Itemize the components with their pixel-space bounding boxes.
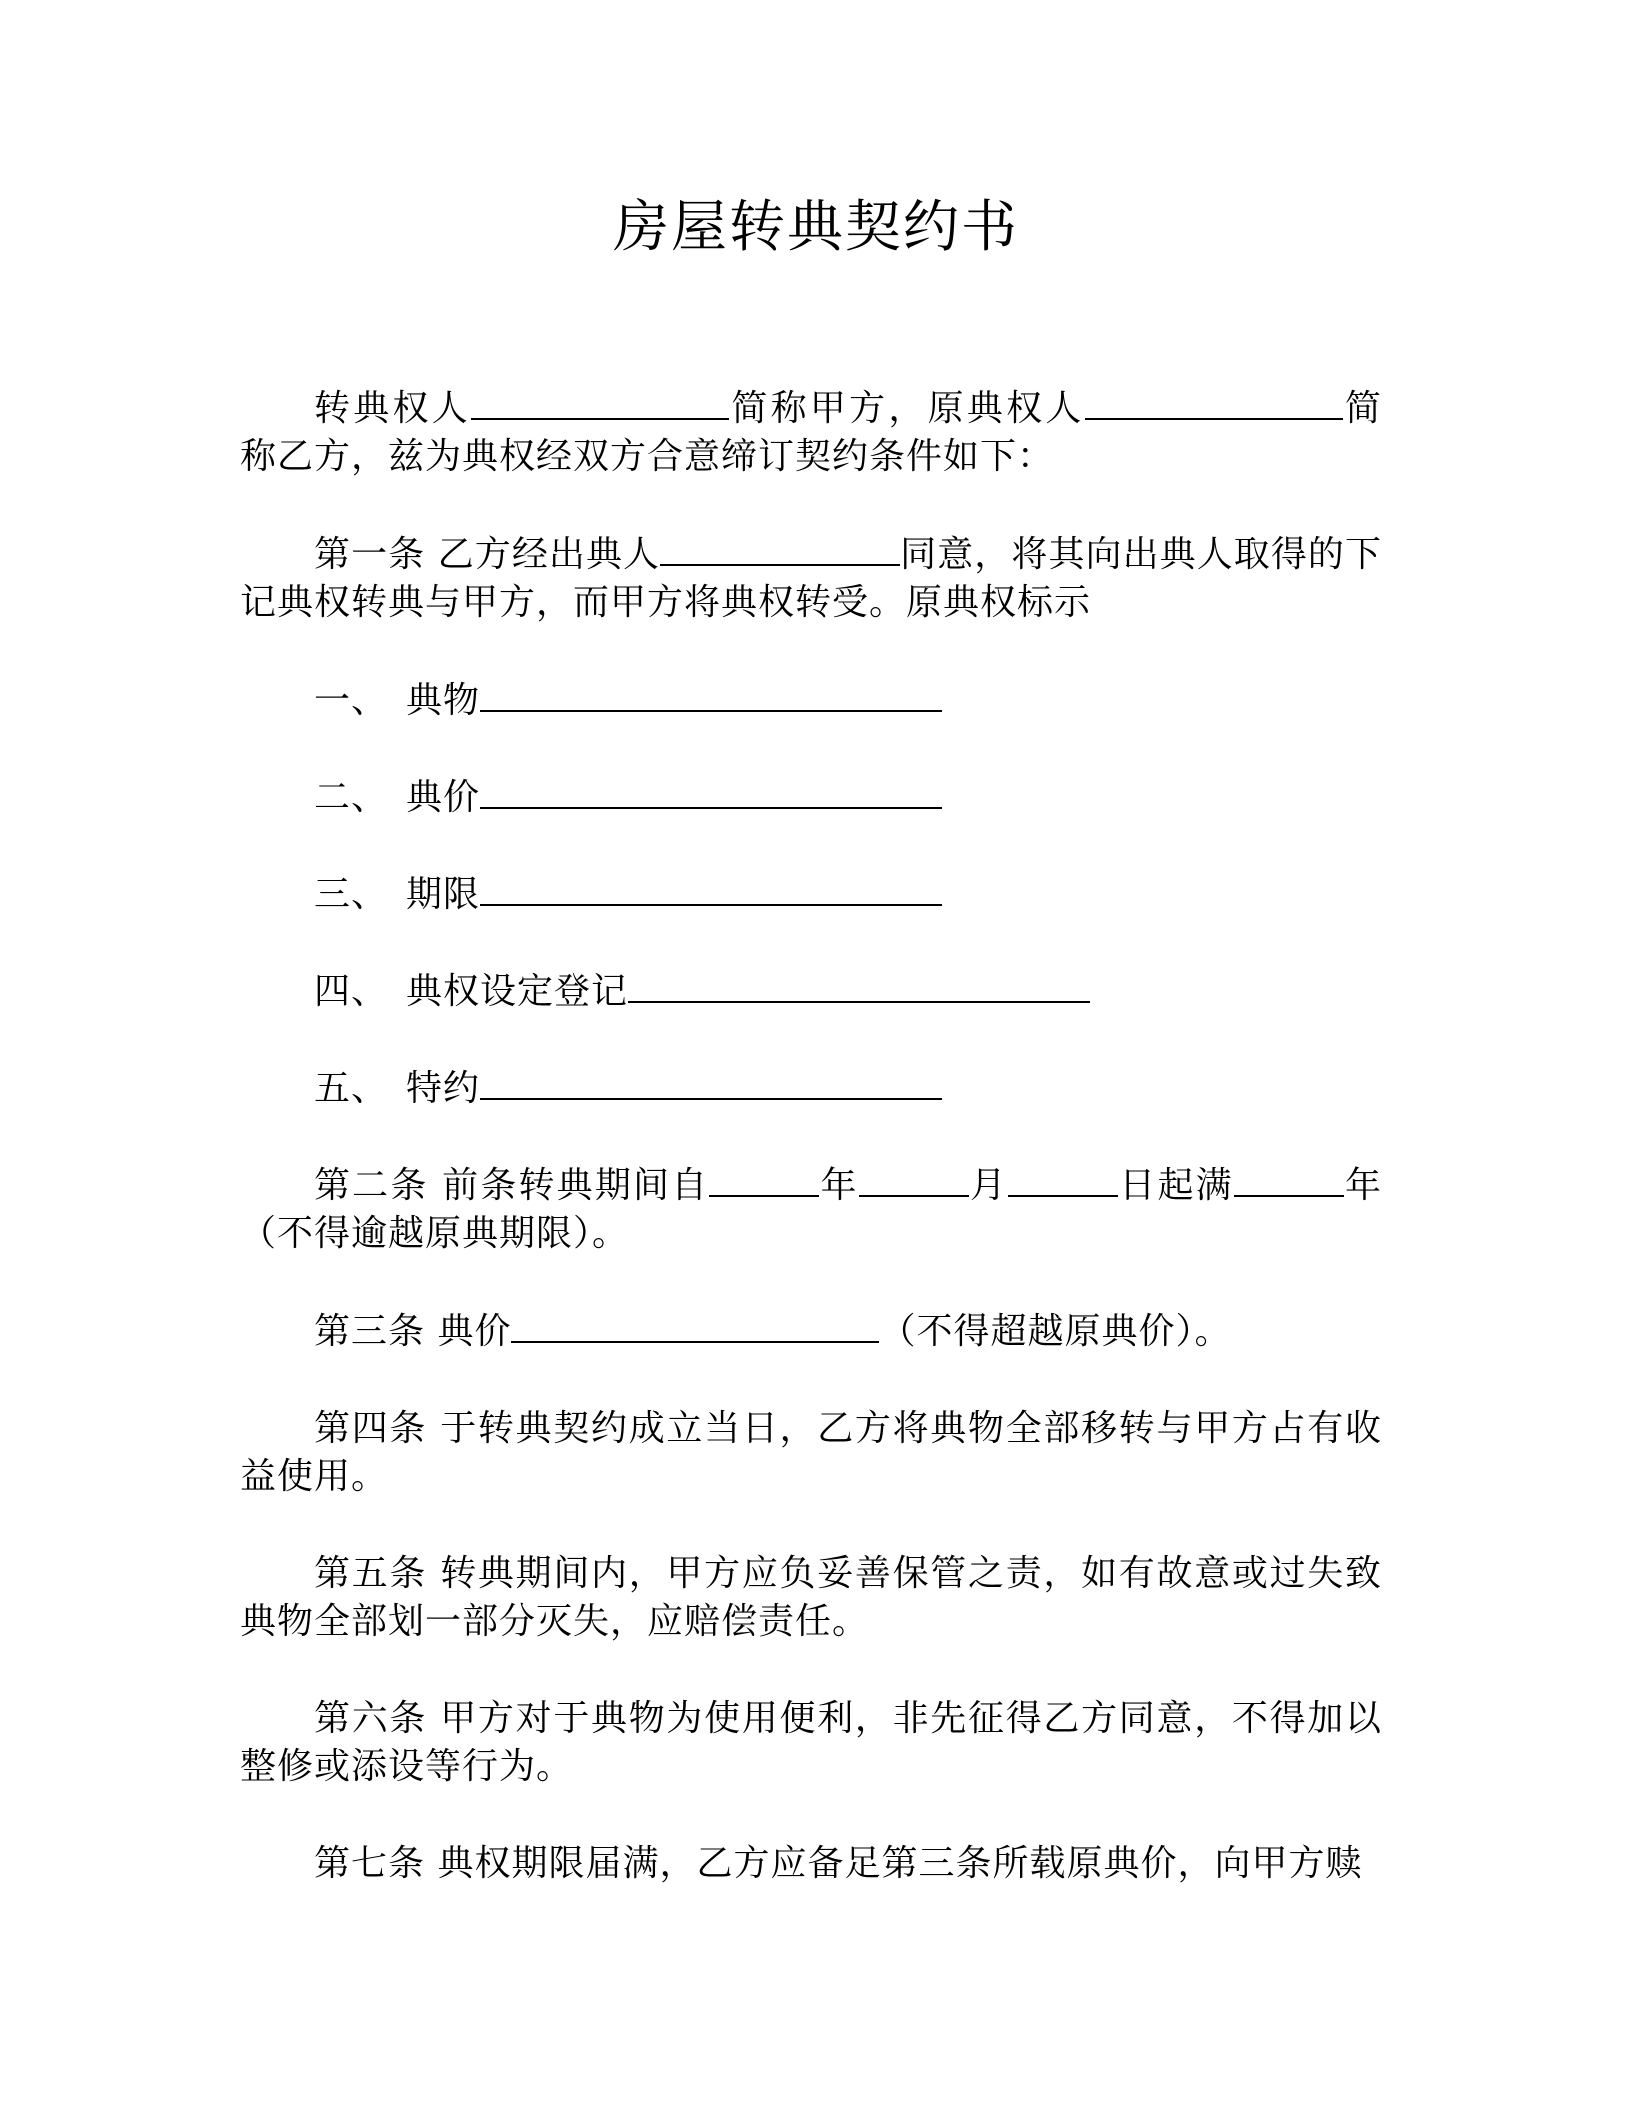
item-pledge-price — [240, 773, 1382, 822]
article-1-text-2: 同意，将其向出典人取得的下记典权转典与甲方，而甲方将典权转受。原典权标示 — [240, 534, 1382, 623]
article-7: 第七条 典权期限届满，乙方应备足第三条所载原典价，向甲方赎 — [314, 1843, 1363, 1884]
article-2-text-1: 第二条 前条转典期间自 — [314, 1165, 710, 1206]
article-2 — [240, 1161, 1382, 1258]
item-number: 四、 — [314, 971, 389, 1012]
article-1 — [240, 530, 1382, 627]
special-terms-blank[interactable] — [480, 1064, 942, 1100]
pledgor-blank[interactable] — [660, 530, 900, 566]
article-1-text-1: 第一条 乙方经出典人 — [314, 534, 661, 575]
document-body — [240, 384, 1382, 1937]
intro-text-1: 转典权人 — [314, 388, 472, 429]
item-special-terms — [240, 1064, 1382, 1113]
item-label: 期限 — [406, 874, 481, 915]
original-mortgagee-blank[interactable] — [1085, 384, 1343, 420]
article-4: 第四条 于转典契约成立当日，乙方将典物全部移转与甲方占有收益使用。 — [240, 1408, 1382, 1497]
intro-text-2: 简称甲方，原典权人 — [729, 388, 1085, 429]
pledge-price-blank[interactable] — [480, 773, 942, 809]
item-label: 典权设定登记 — [406, 971, 629, 1012]
document-title: 房屋转典契约书 — [613, 195, 1019, 260]
sub-mortgagee-blank[interactable] — [471, 384, 729, 420]
article-5: 第五条 转典期间内，甲方应负妥善保管之责，如有故意或过失致典物全部划一部分灭失，应赔偿责任。 — [240, 1553, 1382, 1642]
month-label: 月 — [968, 1165, 1009, 1206]
intro-text-3: 简称乙方，兹为典权经双方合意缔订契约条件如下： — [240, 388, 1382, 477]
duration-years-blank[interactable] — [1234, 1161, 1344, 1197]
start-month-blank[interactable] — [859, 1161, 969, 1197]
price-blank[interactable] — [511, 1307, 879, 1343]
item-number: 三、 — [314, 874, 389, 915]
item-term — [240, 870, 1382, 919]
day-label: 日起满 — [1118, 1165, 1234, 1206]
start-day-blank[interactable] — [1008, 1161, 1118, 1197]
item-pledged-property — [240, 676, 1382, 725]
article-3 — [240, 1307, 1382, 1356]
item-label: 典价 — [406, 777, 481, 818]
article-3-text-2: （不得超越原典价）。 — [879, 1311, 1232, 1352]
intro-paragraph — [240, 384, 1382, 481]
article-2-tail: （不得逾越原典期限）。 — [240, 1213, 630, 1254]
item-number: 二、 — [314, 777, 389, 818]
item-number: 五、 — [314, 1068, 389, 1109]
article-3-text-1: 第三条 典价 — [314, 1311, 512, 1352]
item-number: 一、 — [314, 680, 389, 721]
year-label-2: 年 — [1343, 1165, 1382, 1206]
year-label: 年 — [819, 1165, 859, 1206]
pledged-property-blank[interactable] — [480, 676, 942, 712]
term-blank[interactable] — [480, 870, 942, 906]
start-year-blank[interactable] — [709, 1161, 819, 1197]
item-label: 典物 — [406, 680, 481, 721]
item-registration — [240, 967, 1382, 1016]
item-label: 特约 — [406, 1068, 481, 1109]
article-6: 第六条 甲方对于典物为使用便利，非先征得乙方同意，不得加以整修或添设等行为。 — [240, 1698, 1382, 1787]
registration-blank[interactable] — [628, 967, 1090, 1003]
